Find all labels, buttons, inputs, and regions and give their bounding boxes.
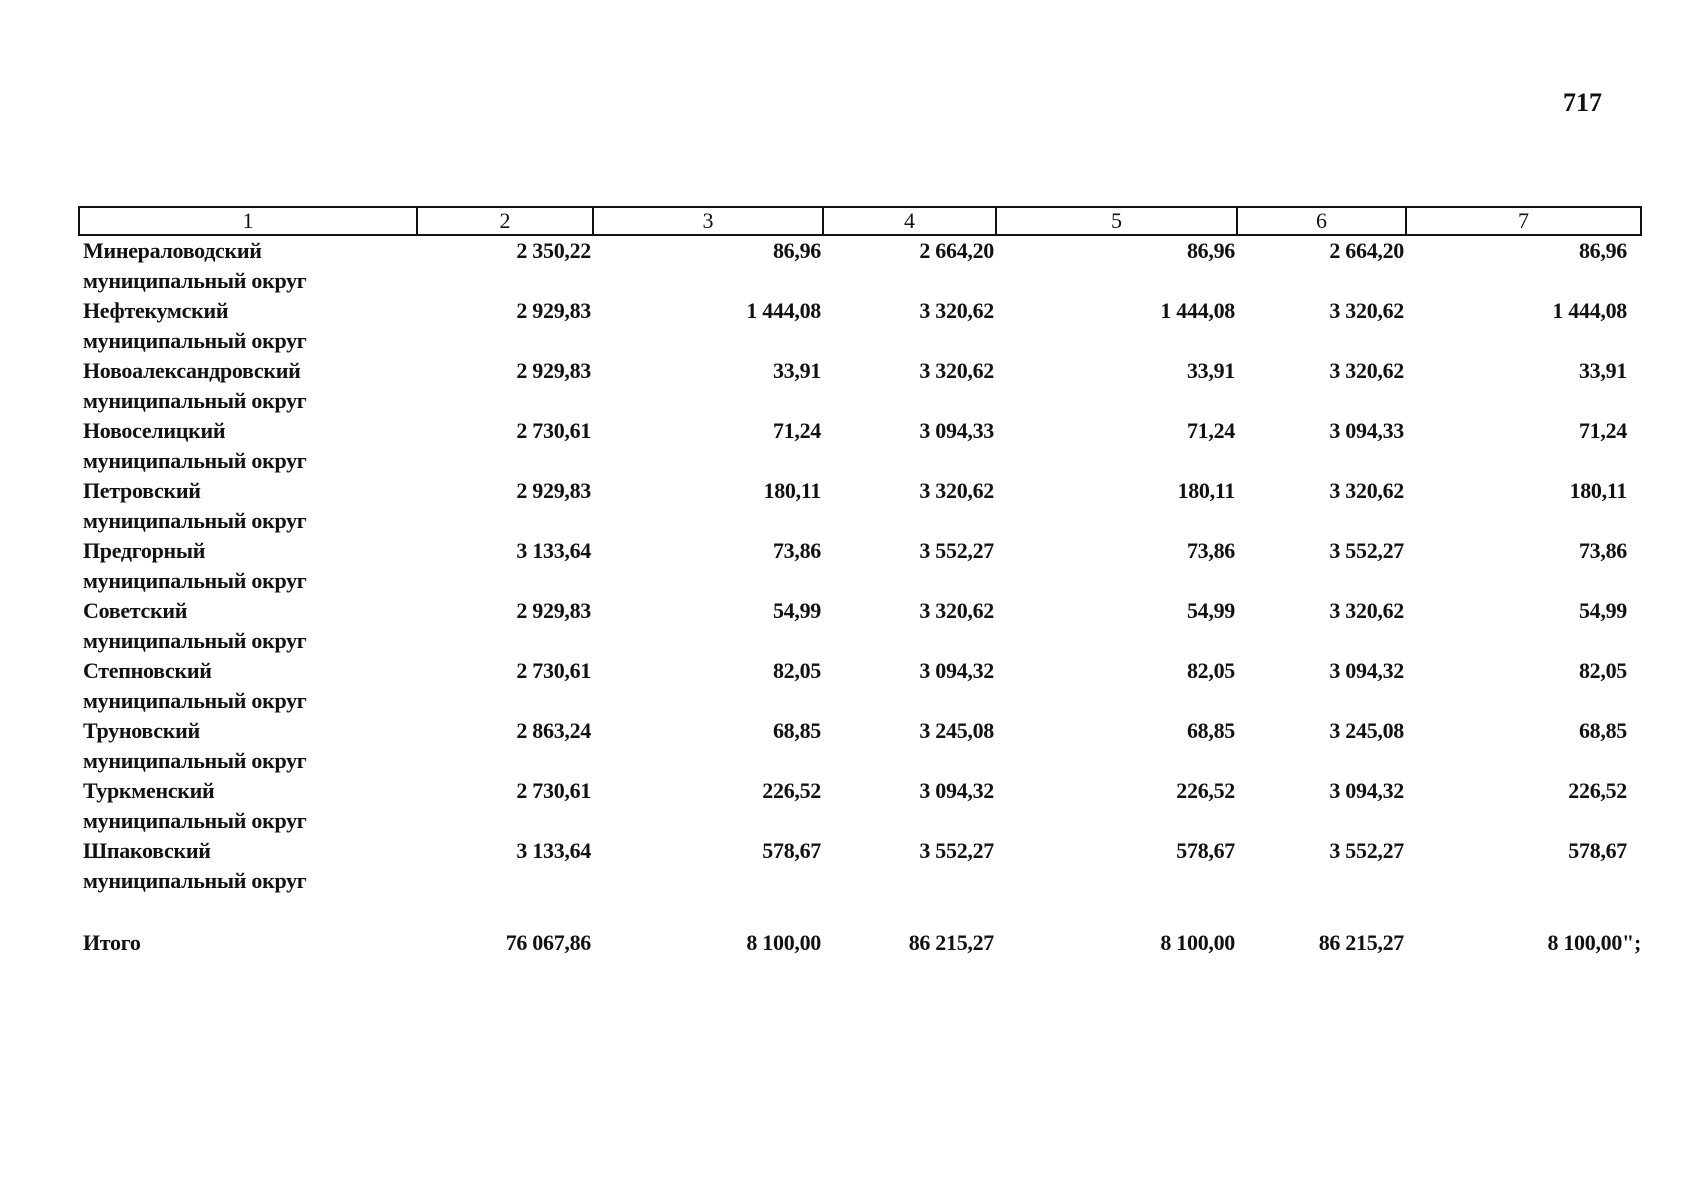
value-cell: 578,67 (1568, 838, 1627, 863)
value-cell: 3 552,27 (1329, 838, 1404, 863)
column-header: 6 (1237, 207, 1406, 235)
district-name: Шпаковский (83, 838, 211, 863)
district-type: муниципальный округ (83, 688, 307, 713)
district-name-cell (79, 536, 417, 596)
district-type: муниципальный округ (83, 448, 307, 473)
table-row (79, 296, 1641, 356)
column-header: 1 (79, 207, 417, 235)
column-number-header (79, 207, 1641, 235)
value-cell: 226,52 (762, 778, 821, 803)
district-name-cell (79, 656, 417, 716)
district-name: Минераловодский (83, 238, 262, 263)
district-name-cell (79, 596, 417, 656)
district-name-cell (79, 416, 417, 476)
column-header: 5 (996, 207, 1237, 235)
district-type: муниципальный округ (83, 748, 307, 773)
column-header: 4 (823, 207, 996, 235)
value-cell: 33,91 (1186, 358, 1235, 383)
district-name-cell (79, 716, 417, 776)
value-cell: 2 929,83 (516, 358, 591, 383)
value-cell: 68,85 (772, 718, 821, 743)
value-cell: 82,05 (1186, 658, 1235, 683)
district-type: муниципальный округ (83, 628, 307, 653)
value-cell: 68,85 (1578, 718, 1627, 743)
total-cell: 76 067,86 (505, 930, 591, 955)
column-header: 2 (417, 207, 593, 235)
value-cell: 2 664,20 (1329, 238, 1404, 263)
table-row (79, 716, 1641, 776)
value-cell: 2 350,22 (516, 238, 591, 263)
value-cell: 2 863,24 (516, 718, 591, 743)
value-cell: 578,67 (1176, 838, 1235, 863)
district-name-cell (79, 476, 417, 536)
value-cell: 3 320,62 (1329, 598, 1404, 623)
district-type: муниципальный округ (83, 508, 307, 533)
value-cell: 71,24 (1186, 418, 1235, 443)
table-row (79, 536, 1641, 596)
table-row (79, 235, 1641, 296)
value-cell: 2 664,20 (919, 238, 994, 263)
value-cell: 54,99 (772, 598, 821, 623)
value-cell: 3 552,27 (1329, 538, 1404, 563)
value-cell: 180,11 (763, 478, 821, 503)
value-cell: 1 444,08 (1552, 298, 1627, 323)
district-name: Новоалександровский (83, 358, 301, 383)
value-cell: 71,24 (1578, 418, 1627, 443)
value-cell: 3 094,32 (919, 658, 994, 683)
value-cell: 3 320,62 (919, 298, 994, 323)
table-row (79, 656, 1641, 716)
district-name: Предгорный (83, 538, 206, 563)
district-name: Новоселицкий (83, 418, 226, 443)
district-name: Петровский (83, 478, 201, 503)
value-cell: 2 929,83 (516, 598, 591, 623)
value-cell: 226,52 (1176, 778, 1235, 803)
value-cell: 180,11 (1177, 478, 1235, 503)
total-cell: 8 100,00 (1160, 930, 1235, 955)
value-cell: 3 320,62 (1329, 478, 1404, 503)
district-type: муниципальный округ (83, 328, 307, 353)
value-cell: 33,91 (1578, 358, 1627, 383)
value-cell: 3 320,62 (919, 358, 994, 383)
value-cell: 3 245,08 (919, 718, 994, 743)
value-cell: 578,67 (762, 838, 821, 863)
value-cell: 3 133,64 (516, 538, 591, 563)
value-cell: 2 730,61 (516, 778, 591, 803)
table-row (79, 776, 1641, 836)
value-cell: 3 094,33 (1329, 418, 1404, 443)
district-type: муниципальный округ (83, 868, 307, 893)
district-name: Труновский (83, 718, 200, 743)
total-cell: 86 215,27 (908, 930, 994, 955)
table-body (79, 235, 1641, 960)
total-cell: 86 215,27 (1318, 930, 1404, 955)
value-cell: 86,96 (1578, 238, 1627, 263)
value-cell: 3 552,27 (919, 538, 994, 563)
value-cell: 3 320,62 (1329, 358, 1404, 383)
value-cell: 3 094,32 (1329, 658, 1404, 683)
value-cell: 2 929,83 (516, 478, 591, 503)
total-label: Итого (83, 930, 141, 955)
table-row (79, 476, 1641, 536)
value-cell: 180,11 (1569, 478, 1627, 503)
district-name-cell (79, 356, 417, 416)
value-cell: 3 320,62 (919, 478, 994, 503)
district-name: Советский (83, 598, 188, 623)
total-row (79, 928, 1641, 960)
total-cell: 8 100,00 (746, 930, 821, 955)
value-cell: 73,86 (1578, 538, 1627, 563)
value-cell: 73,86 (1186, 538, 1235, 563)
value-cell: 3 552,27 (919, 838, 994, 863)
value-cell: 73,86 (772, 538, 821, 563)
value-cell: 3 320,62 (919, 598, 994, 623)
value-cell: 3 094,33 (919, 418, 994, 443)
district-name-cell (79, 836, 417, 896)
district-type: муниципальный округ (83, 268, 307, 293)
value-cell: 86,96 (1186, 238, 1235, 263)
column-header: 3 (593, 207, 823, 235)
value-cell: 82,05 (1578, 658, 1627, 683)
table-row (79, 596, 1641, 656)
district-type: муниципальный округ (83, 388, 307, 413)
value-cell: 2 730,61 (516, 418, 591, 443)
table-row (79, 416, 1641, 476)
district-type: муниципальный округ (83, 568, 307, 593)
value-cell: 3 094,32 (919, 778, 994, 803)
total-cell: 8 100,00"; (1547, 930, 1641, 955)
value-cell: 226,52 (1568, 778, 1627, 803)
budget-table (78, 206, 1642, 960)
value-cell: 82,05 (772, 658, 821, 683)
value-cell: 86,96 (772, 238, 821, 263)
value-cell: 2 730,61 (516, 658, 591, 683)
value-cell: 3 133,64 (516, 838, 591, 863)
district-name: Туркменский (83, 778, 215, 803)
page-number: 717 (1563, 88, 1602, 117)
district-name-cell (79, 296, 417, 356)
value-cell: 1 444,08 (1160, 298, 1235, 323)
district-name-cell (79, 235, 417, 296)
value-cell: 54,99 (1578, 598, 1627, 623)
budget-table-container (78, 206, 1640, 960)
value-cell: 3 094,32 (1329, 778, 1404, 803)
value-cell: 1 444,08 (746, 298, 821, 323)
value-cell: 3 320,62 (1329, 298, 1404, 323)
value-cell: 2 929,83 (516, 298, 591, 323)
value-cell: 33,91 (772, 358, 821, 383)
district-name-cell (79, 776, 417, 836)
value-cell: 3 245,08 (1329, 718, 1404, 743)
value-cell: 54,99 (1186, 598, 1235, 623)
table-row (79, 836, 1641, 896)
spacer-row (79, 896, 1641, 928)
district-name: Степновский (83, 658, 212, 683)
district-type: муниципальный округ (83, 808, 307, 833)
value-cell: 71,24 (772, 418, 821, 443)
table-row (79, 356, 1641, 416)
district-name: Нефтекумский (83, 298, 229, 323)
value-cell: 68,85 (1186, 718, 1235, 743)
column-header: 7 (1406, 207, 1641, 235)
